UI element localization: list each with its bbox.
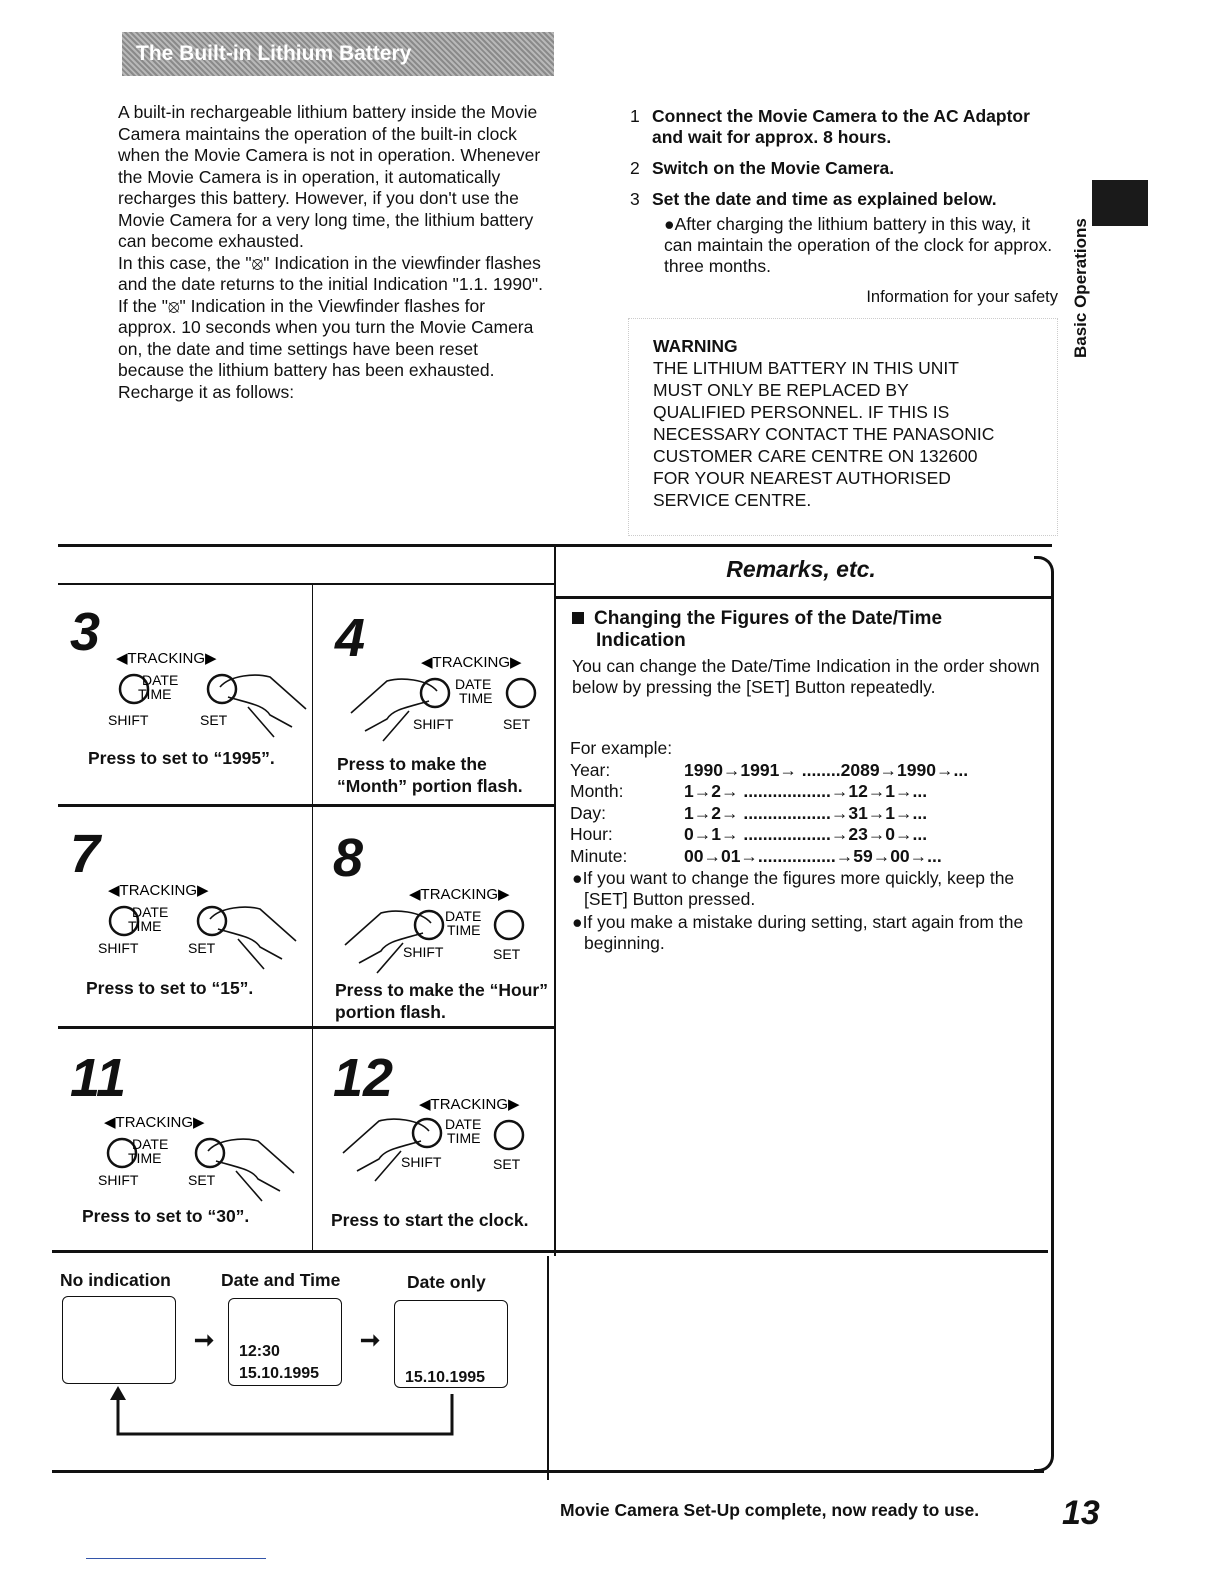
remarks-body: [572, 656, 1042, 710]
page-number: 13: [1062, 1494, 1100, 1532]
square-bullet-icon: [572, 612, 584, 624]
set-label: SET: [200, 712, 228, 728]
panel-caption: Press to set to “1995”.: [88, 748, 275, 768]
warning-line: FOR YOUR NEAREST AUTHORISED: [653, 468, 951, 488]
intro-text: [118, 102, 548, 403]
tracking-label: ◀TRACKING▶: [409, 886, 510, 903]
footer-text: Movie Camera Set-Up complete, now ready to use.: [560, 1500, 980, 1520]
time-label: TIME: [459, 690, 493, 706]
step-text: Set the date and time as explained below.: [652, 189, 997, 209]
control-diagram: [333, 649, 593, 759]
panel-step-12: [309, 1029, 554, 1250]
remarks-title: Remarks, etc.: [726, 556, 876, 582]
date-label: DATE: [132, 904, 169, 920]
example-sequence: 1990→1991→ ........2089→1990→...: [684, 759, 969, 780]
warning-line: MUST ONLY BE REPLACED BY: [653, 380, 909, 400]
side-tab-label: Basic Operations: [1071, 218, 1090, 358]
set-label: SET: [188, 940, 216, 956]
panel-caption: Press to make the “Month” portion flash.: [337, 754, 523, 796]
set-label: SET: [503, 716, 531, 732]
remarks-subtitle-line: Indication: [596, 630, 686, 651]
time-label: TIME: [128, 918, 162, 934]
panel-step-8: [313, 807, 554, 1026]
hand-pointer-icon: [210, 907, 296, 969]
display-date: 15.10.1995: [239, 1365, 320, 1382]
panel-step-7: [58, 807, 312, 1026]
step-text: Switch on the Movie Camera.: [652, 158, 895, 178]
recharge-step: [630, 106, 1060, 148]
display-date-only-box: [394, 1300, 508, 1388]
display-date-time-box: [228, 1298, 342, 1386]
time-label: TIME: [128, 1150, 162, 1166]
shift-label: SHIFT: [401, 1154, 442, 1170]
warning-line: CUSTOMER CARE CENTRE ON 132600: [653, 446, 978, 466]
side-tab-marker: [1092, 180, 1148, 226]
loop-arrow-icon: [106, 1386, 466, 1440]
shift-label: SHIFT: [413, 716, 454, 732]
panel-step-number: 11: [70, 1048, 127, 1108]
shift-label: SHIFT: [403, 944, 444, 960]
remarks-notes: [572, 868, 1032, 956]
hand-pointer-icon: [208, 1139, 294, 1201]
set-button-icon: [495, 1121, 523, 1149]
warning-heading: WARNING: [653, 336, 738, 356]
safety-label: Information for your safety: [866, 288, 1058, 306]
hand-pointer-icon: [345, 911, 431, 973]
example-sequence: 1→2→ ..................→12→1→...: [684, 781, 928, 801]
recharge-steps: [630, 106, 1060, 277]
intro-paragraph: A built-in rechargeable lithium battery inside the Movie Camera maintains the operation of the built-in clock when the Movie Camera is not in operation. Whenever the Movie Camera is in operation, it automatically recharges this battery. However, if you don't use the Movie Camera for a very long time, the lithium battery can become exhausted.: [118, 102, 541, 251]
example-key: Day:: [570, 802, 606, 823]
list-item: ●If you make a mistake during setting, start again from the beginning.: [572, 912, 1024, 953]
panel-step-number: 7: [70, 824, 101, 884]
display-time: 12:30: [239, 1343, 280, 1360]
shift-label: SHIFT: [108, 712, 149, 728]
lower-center-rule: [547, 1256, 549, 1480]
table-row: [570, 846, 1040, 868]
hand-pointer-icon: [343, 1119, 429, 1181]
set-button-icon: [495, 911, 523, 939]
step-number: 1: [630, 106, 640, 126]
set-label: SET: [493, 1156, 521, 1172]
panel-step-number: 8: [333, 828, 364, 888]
warning-line: QUALIFIED PERSONNEL. IF THIS IS: [653, 402, 950, 422]
remarks-subtitle: [572, 608, 1042, 652]
display-date: 15.10.1995: [405, 1369, 486, 1386]
date-label: DATE: [455, 676, 492, 692]
panel-caption: Press to start the clock.: [331, 1210, 529, 1230]
set-label: SET: [493, 946, 521, 962]
remarks-subtitle-line: Changing the Figures of the Date/Time: [594, 608, 943, 629]
time-label: TIME: [138, 686, 172, 702]
example-key: Month:: [570, 781, 624, 801]
step-text: Connect the Movie Camera to the AC Adaptor and wait for approx. 8 hours.: [652, 106, 1030, 147]
step-number: 3: [630, 189, 640, 209]
panel-step-number: 4: [335, 608, 366, 668]
warning-line: THE LITHIUM BATTERY IN THIS UNIT: [653, 358, 959, 378]
example-sequence: 0→1→ ..................→23→0→...: [684, 824, 928, 844]
example-sequence: 1→2→ ..................→31→1→...: [684, 802, 928, 823]
set-label: SET: [188, 1172, 216, 1188]
recharge-note: ●After charging the lithium battery in this way, it can maintain the operation of the clock for approx. three months.: [664, 214, 1053, 276]
table-row: [570, 824, 1040, 846]
recharge-step: [630, 158, 1060, 179]
warning-line: NECESSARY CONTACT THE PANASONIC: [653, 424, 995, 444]
intro-paragraph: If the "⦻" Indication in the Viewfinder flashes for approx. 10 seconds when you turn the Movie Camera on, the date and time settings have been reset because the lithium battery has been exhausted. Recharge it as follows:: [118, 295, 534, 402]
date-label: DATE: [142, 672, 179, 688]
remarks-paragraph: You can change the Date/Time Indication in the order shown below by pressing the [SET] Button repeatedly.: [572, 656, 1040, 697]
example-key: Hour:: [570, 824, 613, 844]
set-button-icon: [507, 679, 535, 707]
panel-step-number: 12: [333, 1048, 394, 1108]
right-arrow-icon: ➞: [360, 1327, 381, 1354]
shift-label: SHIFT: [98, 940, 139, 956]
example-label: For example:: [570, 738, 673, 758]
example-sequence: 00→01→................→59→00→...: [684, 845, 942, 866]
step-number: 2: [630, 158, 640, 178]
panel-bottom-rule: [52, 1250, 1048, 1253]
time-label: TIME: [447, 1130, 481, 1146]
shift-label: SHIFT: [98, 1172, 139, 1188]
date-label: DATE: [445, 1116, 482, 1132]
intro-paragraph: In this case, the "⦻" Indication in the viewfinder flashes and the date returns to the initial Indication "1.1. 1990".: [118, 252, 543, 294]
warning-box: [628, 318, 1058, 536]
section-title: The Built-in Lithium Battery: [122, 32, 554, 76]
example-key: Year:: [570, 759, 611, 780]
hand-pointer-icon: [220, 675, 306, 737]
recharge-step: [630, 189, 1060, 210]
example-key: Minute:: [570, 845, 628, 866]
display-mode-label: Date and Time: [221, 1270, 341, 1290]
control-diagram: [333, 881, 593, 991]
panel-caption: Press to make the “Hour” portion flash.: [335, 980, 548, 1022]
tracking-label: ◀TRACKING▶: [419, 1096, 520, 1113]
example-table: [570, 738, 1040, 867]
tracking-label: ◀TRACKING▶: [108, 882, 209, 899]
display-mode-label: Date only: [407, 1272, 486, 1292]
panel-step-number: 3: [70, 602, 101, 662]
display-mode-label: No indication: [60, 1270, 171, 1290]
frame-bottom-rule: [52, 1470, 1044, 1473]
table-row: [570, 803, 1040, 825]
tracking-label: ◀TRACKING▶: [116, 650, 217, 667]
panel-caption: Press to set to “15”.: [86, 978, 254, 998]
list-item: ●If you want to change the figures more quickly, keep the [SET] Button pressed.: [572, 868, 1015, 909]
display-none-box: [62, 1296, 176, 1384]
warning-line: SERVICE CENTRE.: [653, 490, 812, 510]
panel-step-11: [58, 1029, 308, 1250]
footer-line: [86, 1558, 266, 1559]
remarks-header-rule: [556, 596, 1054, 599]
table-row: [570, 781, 1040, 803]
control-diagram: [329, 1091, 589, 1201]
tracking-label: ◀TRACKING▶: [104, 1114, 205, 1131]
date-label: DATE: [132, 1136, 169, 1152]
panel-step-4: [313, 585, 554, 804]
panel-step-3: [58, 585, 312, 804]
right-arrow-icon: ➞: [194, 1327, 215, 1354]
tracking-label: ◀TRACKING▶: [421, 654, 522, 671]
panel-caption: Press to set to “30”.: [82, 1206, 250, 1226]
table-row: [570, 760, 1040, 782]
date-label: DATE: [445, 908, 482, 924]
time-label: TIME: [447, 922, 481, 938]
